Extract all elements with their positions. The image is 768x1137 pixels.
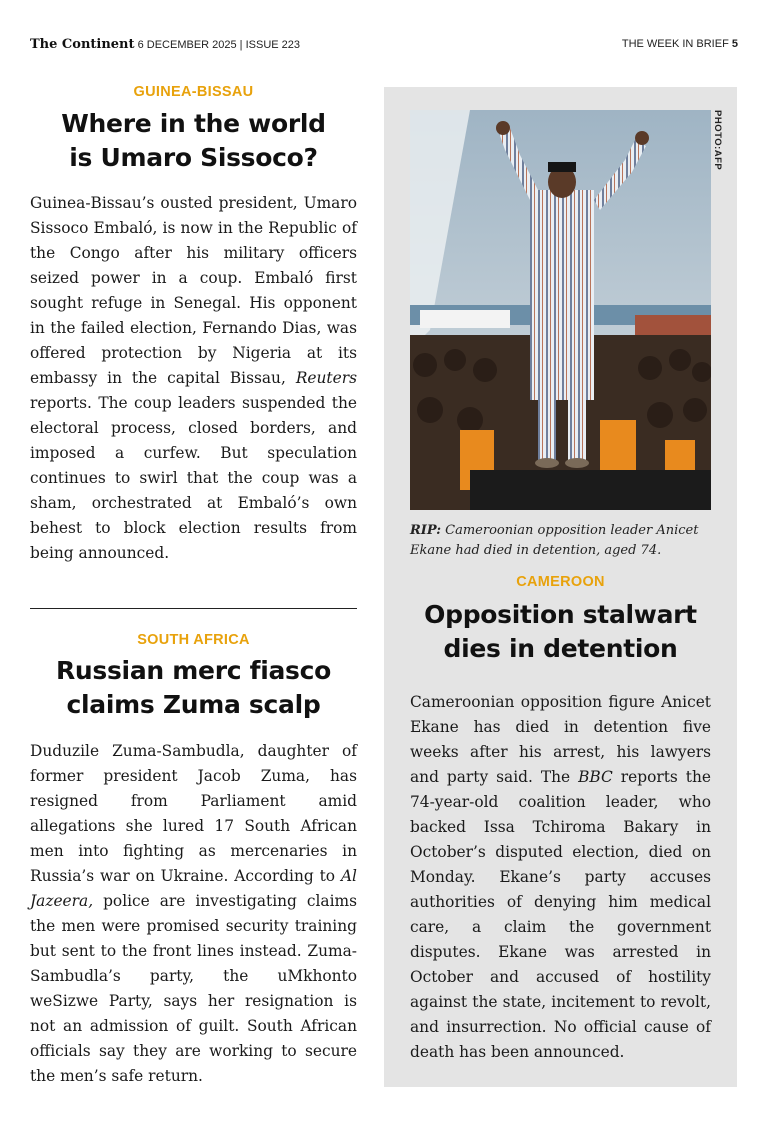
story2-kicker: SOUTH AFRICA [137, 632, 250, 648]
story3-body-after: reports the 74-year-old coalition leader, who backed Issa Tchiroma Bakary in October’s disputed election, died on Monday. Ekane’s party accuses authorities of denying him medical care, a claim the government disputes. Ekane was arrested in October and accused of hostility against the state, incitement to revolt, and insurrection. No official cause of death has been announced. [410, 768, 711, 1061]
story1-body-after: reports. The coup leaders suspended the electoral process, closed borders, and imposed a curfew. But speculation continues to swirl that the coup was a sham, orchestrated at Embaló’s own behest to block election results from being announced. [30, 394, 357, 562]
story2-body-source: Al Jazeera, [30, 867, 357, 910]
cameroon-sidebar [384, 87, 737, 1087]
publication-name: The Continent [30, 37, 135, 52]
story1-kicker: GUINEA-BISSAU [133, 84, 254, 100]
masthead [30, 37, 738, 53]
story2-body [30, 739, 357, 1089]
masthead-left [30, 37, 300, 52]
story2-headline-line2: claims Zuma scalp [66, 690, 321, 719]
story3-kicker: CAMEROON [516, 574, 605, 590]
masthead-right [622, 38, 738, 50]
photo-credit: PHOTO:AFP [712, 110, 723, 171]
story1-body [30, 191, 357, 566]
story3-headline [410, 598, 711, 666]
date-issue: 6 DECEMBER 2025 | ISSUE 223 [137, 39, 301, 51]
caption-text: Cameroonian opposition leader Anicet Ekane had died in detention, aged 74. [410, 523, 699, 558]
story3-headline-line2: dies in detention [443, 634, 678, 663]
story1-body-source: Reuters [295, 369, 357, 387]
story3-body [410, 690, 711, 1065]
story1-headline-line1: Where in the world [61, 109, 326, 138]
story1-headline-line2: is Umaro Sissoco? [69, 143, 318, 172]
photo-caption [410, 521, 711, 561]
story1-body-before: Guinea-Bissau’s ousted president, Umaro Sissoco Embaló, is now in the Republic of the Congo after his military officers seized power in a coup. Embaló first sought refuge in Senegal. His opponent in the failed election, Fernando Dias, was offered protection by Nigeria at its embassy in the capital Bissau, [30, 194, 357, 387]
story2-body-after: police are investigating claims the men were promised security training but sent to the front lines instead. Zuma-Sambudla’s party, the uMkhonto weSizwe Party, says her resignation is not an admission of guilt. South African officials say they are working to secure the men’s safe return. [30, 892, 357, 1085]
politician-photo-illustration [410, 110, 711, 510]
story2-headline [30, 654, 357, 722]
story2-body-before: Duduzile Zuma-Sambudla, daughter of former president Jacob Zuma, has resigned from Parliament amid allegations she lured 17 South African men into fighting as mercenaries in Russia’s war on Ukraine. According to [30, 742, 357, 885]
news-photo [410, 110, 711, 510]
section-name: THE WEEK IN BRIEF [621, 38, 729, 50]
page-number: 5 [731, 38, 738, 50]
story-divider [30, 608, 357, 609]
story1-headline [30, 107, 357, 175]
story3-headline-line1: Opposition stalwart [424, 600, 697, 629]
story3-body-before: Cameroonian opposition figure Anicet Ekane has died in detention five weeks after his arrest, his lawyers and party said. The [410, 693, 711, 786]
story3-body-source: BBC [578, 768, 613, 786]
caption-label: RIP: [410, 523, 441, 538]
story2-headline-line1: Russian merc fiasco [55, 656, 332, 685]
